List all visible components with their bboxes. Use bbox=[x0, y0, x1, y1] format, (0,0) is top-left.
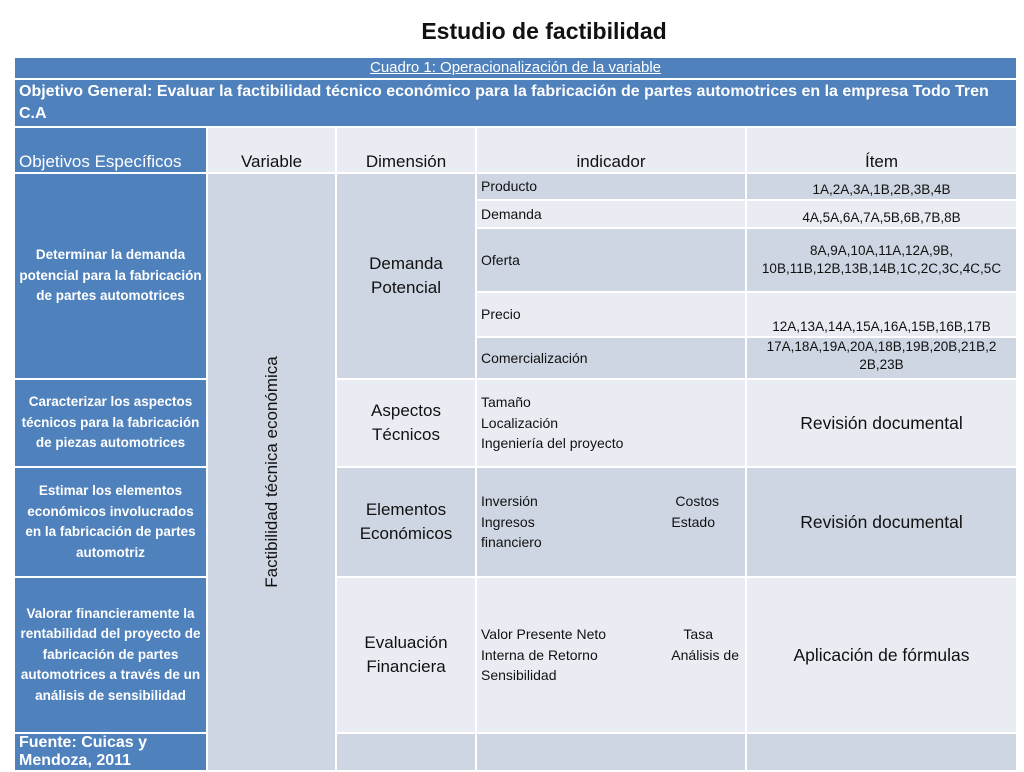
header-variable: Variable bbox=[207, 127, 336, 173]
indicator-inversion: Inversión bbox=[481, 493, 538, 510]
dimension-aspectos: Aspectos Técnicos bbox=[336, 379, 476, 467]
general-objective: Objetivo General: Evaluar la factibilidad técnico económico para la fabricación de partes automotrices en la empresa Todo Tren C.A bbox=[14, 79, 1017, 127]
dimension-economicos: Elementos Económicos bbox=[336, 467, 476, 577]
indicator-tir: Interna de Retorno bbox=[481, 646, 598, 663]
header-objetivos: Objetivos Específicos bbox=[14, 127, 207, 173]
header-dimension: Dimensión bbox=[336, 127, 476, 173]
indicator-precio: Precio bbox=[476, 292, 746, 337]
objective-3: Estimar los elementos económicos involucrados en la fabricación de partes automotriz bbox=[14, 467, 207, 577]
indicator-localizacion: Localización bbox=[481, 414, 559, 431]
indicators-financiera bbox=[476, 577, 746, 733]
item-economicos: Revisión documental bbox=[746, 467, 1017, 577]
item-oferta: 8A,9A,10A,11A,12A,9B, 10B,11B,12B,13B,14B,1C,2C,3C,4C,5C bbox=[746, 228, 1017, 292]
dimension-financiera: Evaluación Financiera bbox=[336, 577, 476, 733]
indicator-tamano: Tamaño bbox=[481, 394, 531, 411]
objective-4: Valorar financieramente la rentabilidad del proyecto de fabricación de partes automotrices a través de un análisis de sensibilidad bbox=[14, 577, 207, 733]
objective-2: Caracterizar los aspectos técnicos para la fabricación de piezas automotrices bbox=[14, 379, 207, 467]
indicator-ingenieria: Ingeniería del proyecto bbox=[481, 435, 624, 452]
objective-1: Determinar la demanda potencial para la fabricación de partes automotrices bbox=[14, 173, 207, 379]
indicator-producto: Producto bbox=[476, 173, 746, 200]
indicator-demanda: Demanda bbox=[476, 200, 746, 228]
item-precio: 12A,13A,14A,15A,16A,15B,16B,17B bbox=[746, 292, 1017, 337]
indicator-sensibilidad: Sensibilidad bbox=[481, 667, 557, 684]
dimension-demanda: Demanda Potencial bbox=[336, 173, 476, 379]
fuente-empty-2 bbox=[476, 733, 746, 771]
indicator-tasa: Tasa bbox=[683, 626, 713, 643]
indicator-financiero: financiero bbox=[481, 534, 542, 551]
item-aspectos: Revisión documental bbox=[746, 379, 1017, 467]
indicator-oferta: Oferta bbox=[476, 228, 746, 292]
variable-cell bbox=[207, 173, 336, 771]
indicator-vpn: Valor Presente Neto bbox=[481, 626, 607, 643]
page-title: Estudio de factibilidad bbox=[421, 18, 667, 44]
header-indicador: indicador bbox=[476, 127, 746, 173]
indicator-costos: Costos bbox=[675, 493, 719, 510]
indicator-analisis: Análisis de bbox=[671, 646, 739, 663]
source-note: Fuente: Cuicas y Mendoza, 2011 bbox=[14, 733, 207, 771]
indicator-estado: Estado bbox=[671, 513, 715, 530]
item-producto: 1A,2A,3A,1B,2B,3B,4B bbox=[746, 173, 1017, 200]
header-item: Ítem bbox=[746, 127, 1017, 173]
indicator-ingresos: Ingresos bbox=[481, 513, 535, 530]
indicators-economicos bbox=[476, 467, 746, 577]
item-financiera: Aplicación de fórmulas bbox=[746, 577, 1017, 733]
indicators-aspectos bbox=[476, 379, 746, 467]
variable-label: Factibilidad técnica económica bbox=[261, 356, 281, 588]
indicator-comercializacion: Comercialización bbox=[476, 337, 746, 379]
item-demanda: 4A,5A,6A,7A,5B,6B,7B,8B bbox=[746, 200, 1017, 228]
fuente-empty-1 bbox=[336, 733, 476, 771]
table-caption: Cuadro 1: Operacionalización de la variable bbox=[14, 57, 1017, 79]
item-comercializacion: 17A,18A,19A,20A,18B,19B,20B,21B,2 2B,23B bbox=[746, 337, 1017, 379]
fuente-empty-3 bbox=[746, 733, 1017, 771]
operationalization-table bbox=[13, 56, 1018, 772]
